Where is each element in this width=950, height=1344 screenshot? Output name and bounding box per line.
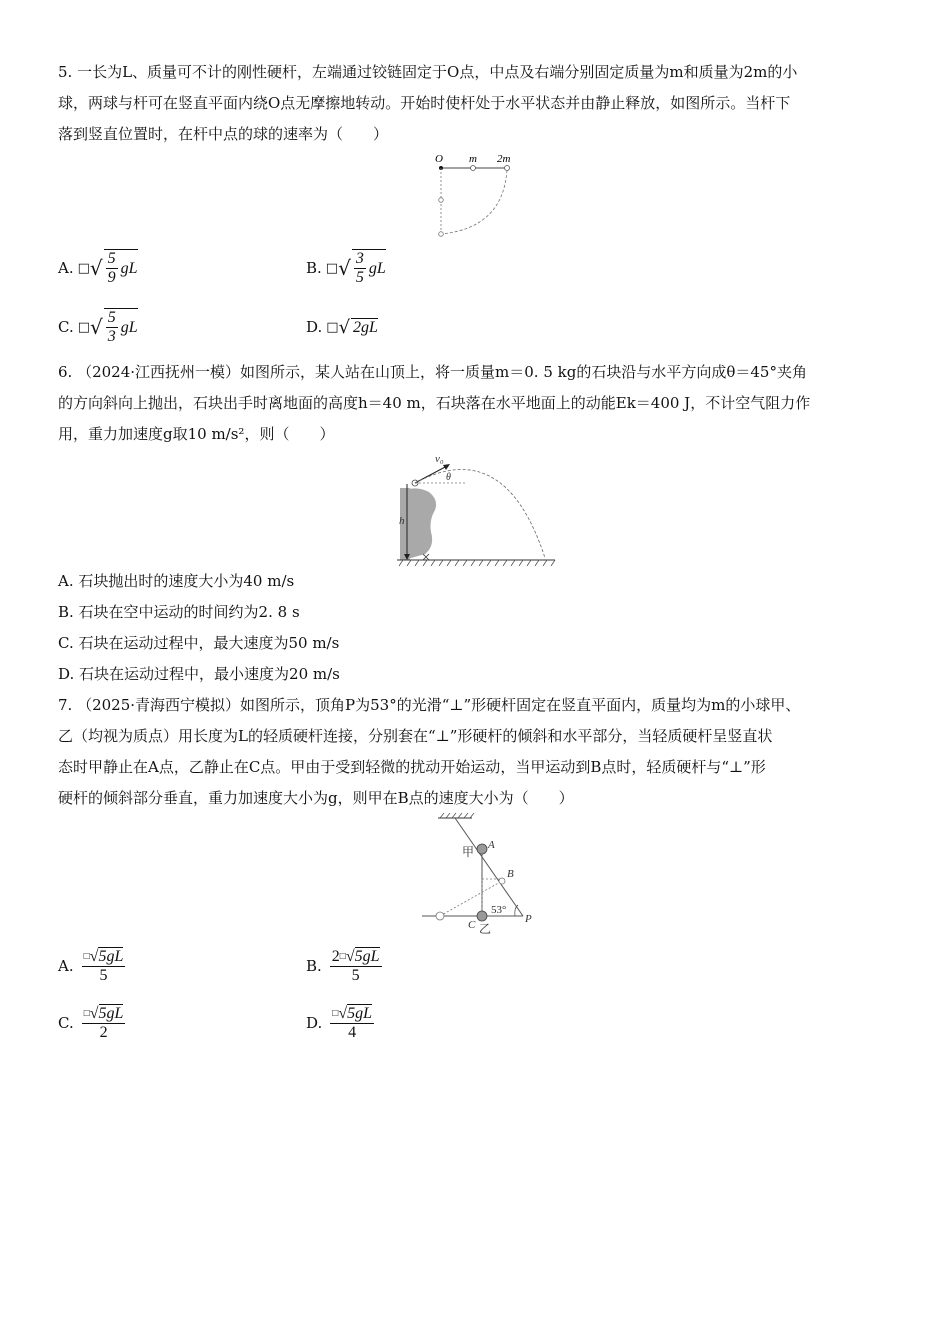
radicand	[104, 308, 138, 346]
q7-ceiling-hatch	[440, 813, 474, 818]
q6-line: 6. （2024·江西抚州一模）如图所示，某人站在山顶上，将一质量m＝0. 5 kg的石块沿与水平方向成θ＝45°夹角	[58, 363, 807, 381]
radical-sign: √	[89, 947, 99, 965]
q7-label-B: B	[507, 868, 514, 880]
fraction	[82, 947, 126, 985]
q5-ball-m-final	[439, 198, 444, 203]
q5-line: 球，两球与杆可在竖直平面内绕O点无摩擦地转动。开始时使杆处于水平状态并由静止释放，如图所示。当杆下	[58, 94, 791, 112]
q5-ball-2m	[505, 166, 510, 171]
q6-ground-hatch	[399, 560, 555, 566]
radical-sign: √	[345, 947, 355, 965]
q7-ball-yi	[477, 911, 487, 921]
expression-tail: gL	[120, 259, 138, 277]
radical-sign: √	[338, 316, 351, 338]
expression-tail: gL	[368, 259, 386, 277]
expression-tail: gL	[120, 318, 138, 336]
q5-option-d[interactable]	[306, 307, 378, 347]
placeholder-box: □	[77, 260, 90, 276]
q5-label-m: m	[469, 153, 477, 165]
numerator	[330, 947, 382, 967]
denominator: 2	[99, 1024, 108, 1041]
placeholder-box: □	[83, 1007, 90, 1019]
option-label: D.	[306, 318, 323, 336]
option-label: A.	[58, 957, 74, 975]
radicand: 5gL	[347, 1005, 372, 1022]
radical-sign: √	[338, 1004, 348, 1022]
q5-label-O: O	[435, 153, 443, 165]
q7-label-jia: 甲	[462, 845, 475, 859]
q7-label-P: P	[525, 913, 532, 925]
q7-ball-yi-moved	[436, 912, 444, 920]
radicand: 5gL	[98, 948, 124, 965]
q6-figure	[395, 450, 560, 568]
q7-label-angle: 53°	[491, 904, 507, 916]
numerator	[82, 1004, 126, 1024]
radical-sign: √	[90, 315, 103, 339]
q7-option-d[interactable]	[306, 1000, 374, 1046]
q7-line: 态时甲静止在A点，乙静止在C点。甲由于受到轻微的扰动开始运动，当甲运动到B点时，轻质硬杆与“⊥”形	[58, 758, 766, 776]
option-label: C.	[58, 318, 74, 336]
q5-line: 落到竖直位置时，在杆中点的球的速率为（ ）	[58, 125, 389, 143]
q5-line: 5. 一长为L、质量可不计的刚性硬杆，左端通过铰链固定于O点，中点及右端分别固定质量为m和质量为2m的小	[58, 63, 798, 81]
radical-sign: √	[89, 1004, 99, 1022]
denominator: 5	[351, 967, 360, 984]
radicand	[104, 249, 138, 287]
q7-figure	[420, 812, 545, 934]
q7-point-b	[499, 878, 505, 884]
q7-inclined-rod	[455, 818, 523, 916]
q7-label-A: A	[488, 839, 495, 851]
numerator: 3	[355, 250, 364, 267]
option-label: C.	[58, 1014, 74, 1032]
numerator	[82, 947, 126, 967]
radical-sign: √	[338, 256, 351, 280]
radicand: 5gL	[354, 948, 380, 965]
option-label: B.	[306, 259, 322, 277]
radicand: 2gL	[353, 318, 378, 336]
q6-label-h: h	[399, 515, 405, 527]
q7-label-yi: 乙	[479, 922, 492, 934]
q5-figure	[425, 150, 525, 242]
question-6-text	[58, 357, 888, 450]
numerator	[330, 1004, 374, 1024]
denominator: 5	[99, 967, 108, 984]
denominator: 9	[107, 269, 116, 286]
fraction	[106, 309, 118, 346]
q5-label-2m: 2m	[497, 153, 511, 165]
radicand: 5gL	[98, 1005, 124, 1022]
fraction	[330, 947, 382, 985]
q6-label-v0: v₀	[435, 453, 444, 465]
option-label: A.	[58, 259, 74, 277]
denominator: 3	[107, 328, 116, 345]
q7-label-C: C	[468, 919, 476, 931]
option-label: D.	[306, 1014, 323, 1032]
q7-angle-arc	[515, 905, 518, 916]
denominator: 5	[355, 269, 364, 286]
placeholder-box: □	[326, 319, 339, 335]
placeholder-box: □	[77, 319, 91, 335]
q6-option-c[interactable]: C. 石块在运动过程中，最大速度为50 m/s	[58, 634, 340, 652]
fraction	[106, 250, 118, 287]
q7-option-c[interactable]	[58, 1000, 125, 1046]
placeholder-box: □	[325, 260, 339, 276]
denominator: 4	[348, 1024, 357, 1041]
placeholder-box: □	[83, 950, 90, 962]
q5-option-a[interactable]	[58, 248, 138, 288]
fraction	[82, 1004, 126, 1042]
q6-cliff-rock	[405, 488, 436, 558]
q7-ball-jia	[477, 844, 487, 854]
q7-line: 乙（均视为质点）用长度为L的轻质硬杆连接，分别套在“⊥”形硬杆的倾斜和水平部分，当轻质硬杆呈竖直状	[58, 727, 773, 745]
placeholder-box: □	[339, 950, 346, 962]
q5-ball-2m-final	[439, 232, 444, 237]
q6-trajectory	[415, 470, 545, 558]
q6-option-a[interactable]: A. 石块抛出时的速度大小为40 m/s	[58, 572, 295, 590]
q6-option-b[interactable]: B. 石块在空中运动的时间约为2. 8 s	[58, 603, 300, 621]
q7-line: 7. （2025·青海西宁模拟）如图所示，顶角P为53°的光滑“⊥”形硬杆固定在竖直平面内，质量均为m的小球甲、	[58, 696, 801, 714]
option-label: B.	[306, 957, 322, 975]
question-7-text	[58, 690, 888, 814]
q5-swing-arc	[441, 170, 507, 234]
question-5-text	[58, 57, 888, 150]
radical-sign: √	[89, 256, 103, 280]
fraction	[330, 1004, 374, 1042]
fraction	[354, 250, 366, 287]
q6-landing-mark	[423, 554, 429, 560]
q6-velocity-arrowhead	[443, 464, 450, 470]
coefficient: 2	[331, 947, 340, 965]
q5-option-c[interactable]	[58, 307, 138, 347]
q7-option-a[interactable]	[58, 943, 125, 989]
radicand	[352, 249, 386, 287]
q6-label-theta: θ	[446, 472, 451, 483]
numerator: 5	[107, 309, 116, 326]
q5-ball-m	[471, 166, 476, 171]
placeholder-box: □	[332, 1007, 339, 1019]
q6-option-d[interactable]: D. 石块在运动过程中，最小速度为20 m/s	[58, 665, 340, 683]
q7-line: 硬杆的倾斜部分垂直，重力加速度大小为g，则甲在B点的速度大小为（ ）	[58, 789, 574, 807]
q6-line: 的方向斜向上抛出，石块出手时离地面的高度h＝40 m，石块落在水平地面上的动能Ek＝400 J，不计空气阻力作	[58, 394, 811, 412]
q7-option-b[interactable]	[306, 943, 382, 989]
q5-option-b[interactable]	[306, 248, 386, 288]
q6-line: 用，重力加速度g取10 m/s²，则（ ）	[58, 425, 335, 443]
numerator: 5	[107, 250, 116, 267]
